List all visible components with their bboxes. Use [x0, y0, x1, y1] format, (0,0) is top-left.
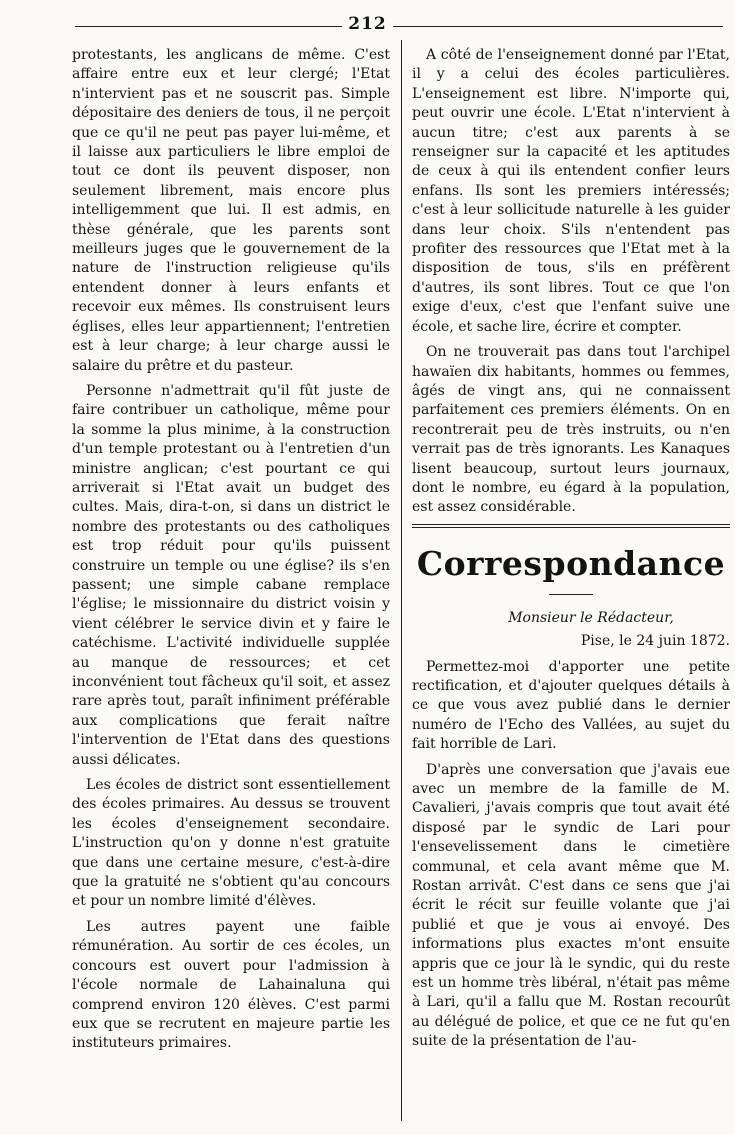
paragraph: A côté de l'enseignement donné par l'Etat, il y a celui des écoles particulières. L'enseignement est libre. N'importe qui, peut ouvrir une école. L'Etat n'intervient à aucun titre; c'est aux parents à se renseigner sur la capacité et les aptitudes de ceux à qui ils entendent confier leurs enfans. Ils sont les premiers intéressés; c'est à leur sollicitude naturelle à les guider dans leur choix. S'ils n'entendent pas profiter des ressources que l'Etat met à la disposition de tous, s'ils en préfèrent d'autres, ils sont libres. Tout ce que l'on exige d'eux, c'est que l'enfant suive une école, et sache lire, écrire et compter. [412, 47, 730, 335]
paragraph: Les écoles de district sont essentiellement des écoles primaires. Au dessus se trouvent les écoles d'enseignement secondaire. L'instruction qu'on y donne n'est gratuite que dans une certaine mesure, c'est-à-dire que la gratuité ne s'obtient qu'au concours et pour un nombre limité d'élèves. [72, 777, 390, 910]
dateline: Pise, le 24 juin 1872. [580, 633, 730, 650]
letter-paragraph: D'après une conversation que j'avais eue avec un membre de la famille de M. Cavalieri, j'avais compris que tout avait été disposé par le syndic de Lari pour l'ensevelissement dans le cimetière communal, et cela avant même que M. Rostan arrivât. C'est dans ce sens que j'ai écrit le récit sur feuille volante que j'ai publié et que je vous ai envoyé. Des informations plus exactes m'ont ensuite appris que ce jour là le syndic, qui du reste est un homme très libéral, n'était pas même à Lari, qu'il a fallu que M. Rostan recourût au délégué de police, et que ce ne fut qu'en suite de la présentation de l'au- [412, 761, 730, 1050]
paragraph: Les autres payent une faible rémunération. Au sortir de ces écoles, un concours est ouvert pour l'admission à l'école normale de Lahainaluna qui comprend environ 120 élèves. C'est parmi eux que se recrutent en majeure partie les instituteurs primaires. [72, 918, 390, 1052]
left-column [72, 46, 390, 1127]
salutation: Monsieur le Rédacteur, [508, 609, 674, 626]
column-divider [401, 40, 402, 1121]
section-rule [412, 524, 730, 525]
section-rule [412, 527, 730, 528]
right-column [412, 46, 730, 1127]
paragraph: On ne trouverait pas dans tout l'archipel hawaïen dix habitants, hommes ou femmes, âgés de vingt ans, qui ne connaissent parfaitement ces premiers éléments. On en recontrerait peu de très instruits, ou n'en verrait pas de très ignorants. Les Kanaques lisent beaucoup, surtout leurs journaux, dont le nombre, eu égard à la population, est assez considérable. [412, 344, 730, 516]
paragraph: protestants, les anglicans de même. C'est affaire entre eux et leur clergé; l'Etat n'intervient pas et ne souscrit pas. Simple dépositaire des deniers de tous, il ne perçoit que ce qu'il ne peut pas payer lui-même, et il laisse aux particuliers le libre emploi de tout ce dont ils peuvent disposer, non seulement librement, mais encore plus intelligemment que lui. Il est admis, en thèse générale, que les parents sont meilleurs juges que le gouvernement de la nature de l'instruction religieuse qu'ils entendent donner à leurs enfants et recevoir eux mêmes. Ils construisent leurs églises, elles leur appartiennent; l'entretien est à leur charge; à leur charge aussi le salaire du prêtre et du pasteur. [72, 47, 390, 374]
heading-rule [549, 594, 593, 595]
letter-paragraph: Permettez-moi d'apporter une petite rectification, et d'ajouter quelques détails à ce que vous avez publié dans le dernier numéro de l'Echo des Vallées, au sujet du fait horrible de Lari. [412, 658, 730, 753]
section-heading: Correspondance [416, 543, 726, 583]
paragraph: Personne n'admettrait qu'il fût juste de faire contribuer un catholique, même pour la somme la plus minime, à la construction d'un temple protestant ou à l'entretien d'un ministre anglican; c'est pourtant ce qui arriverait si l'Etat avait un budget des cultes. Mais, dira-t-on, si dans un district le nombre des protestants ou des catholiques est trop réduit pour qu'ils puissent construire un temple ou une église? ils s'en passent; une simple cabane remplace l'église; le missionnaire du district voisin y vient célébrer le service divin et y faire le catéchisme. L'activité individuelle supplée au manque de ressources; et cet inconvénient tout fâcheux qu'il soit, et assez rare après tout, paraît infiniment préférable aux complications que ferait naître l'intervention de l'Etat dans des questions aussi délicates. [72, 382, 390, 768]
page-number: 212 [0, 14, 735, 34]
